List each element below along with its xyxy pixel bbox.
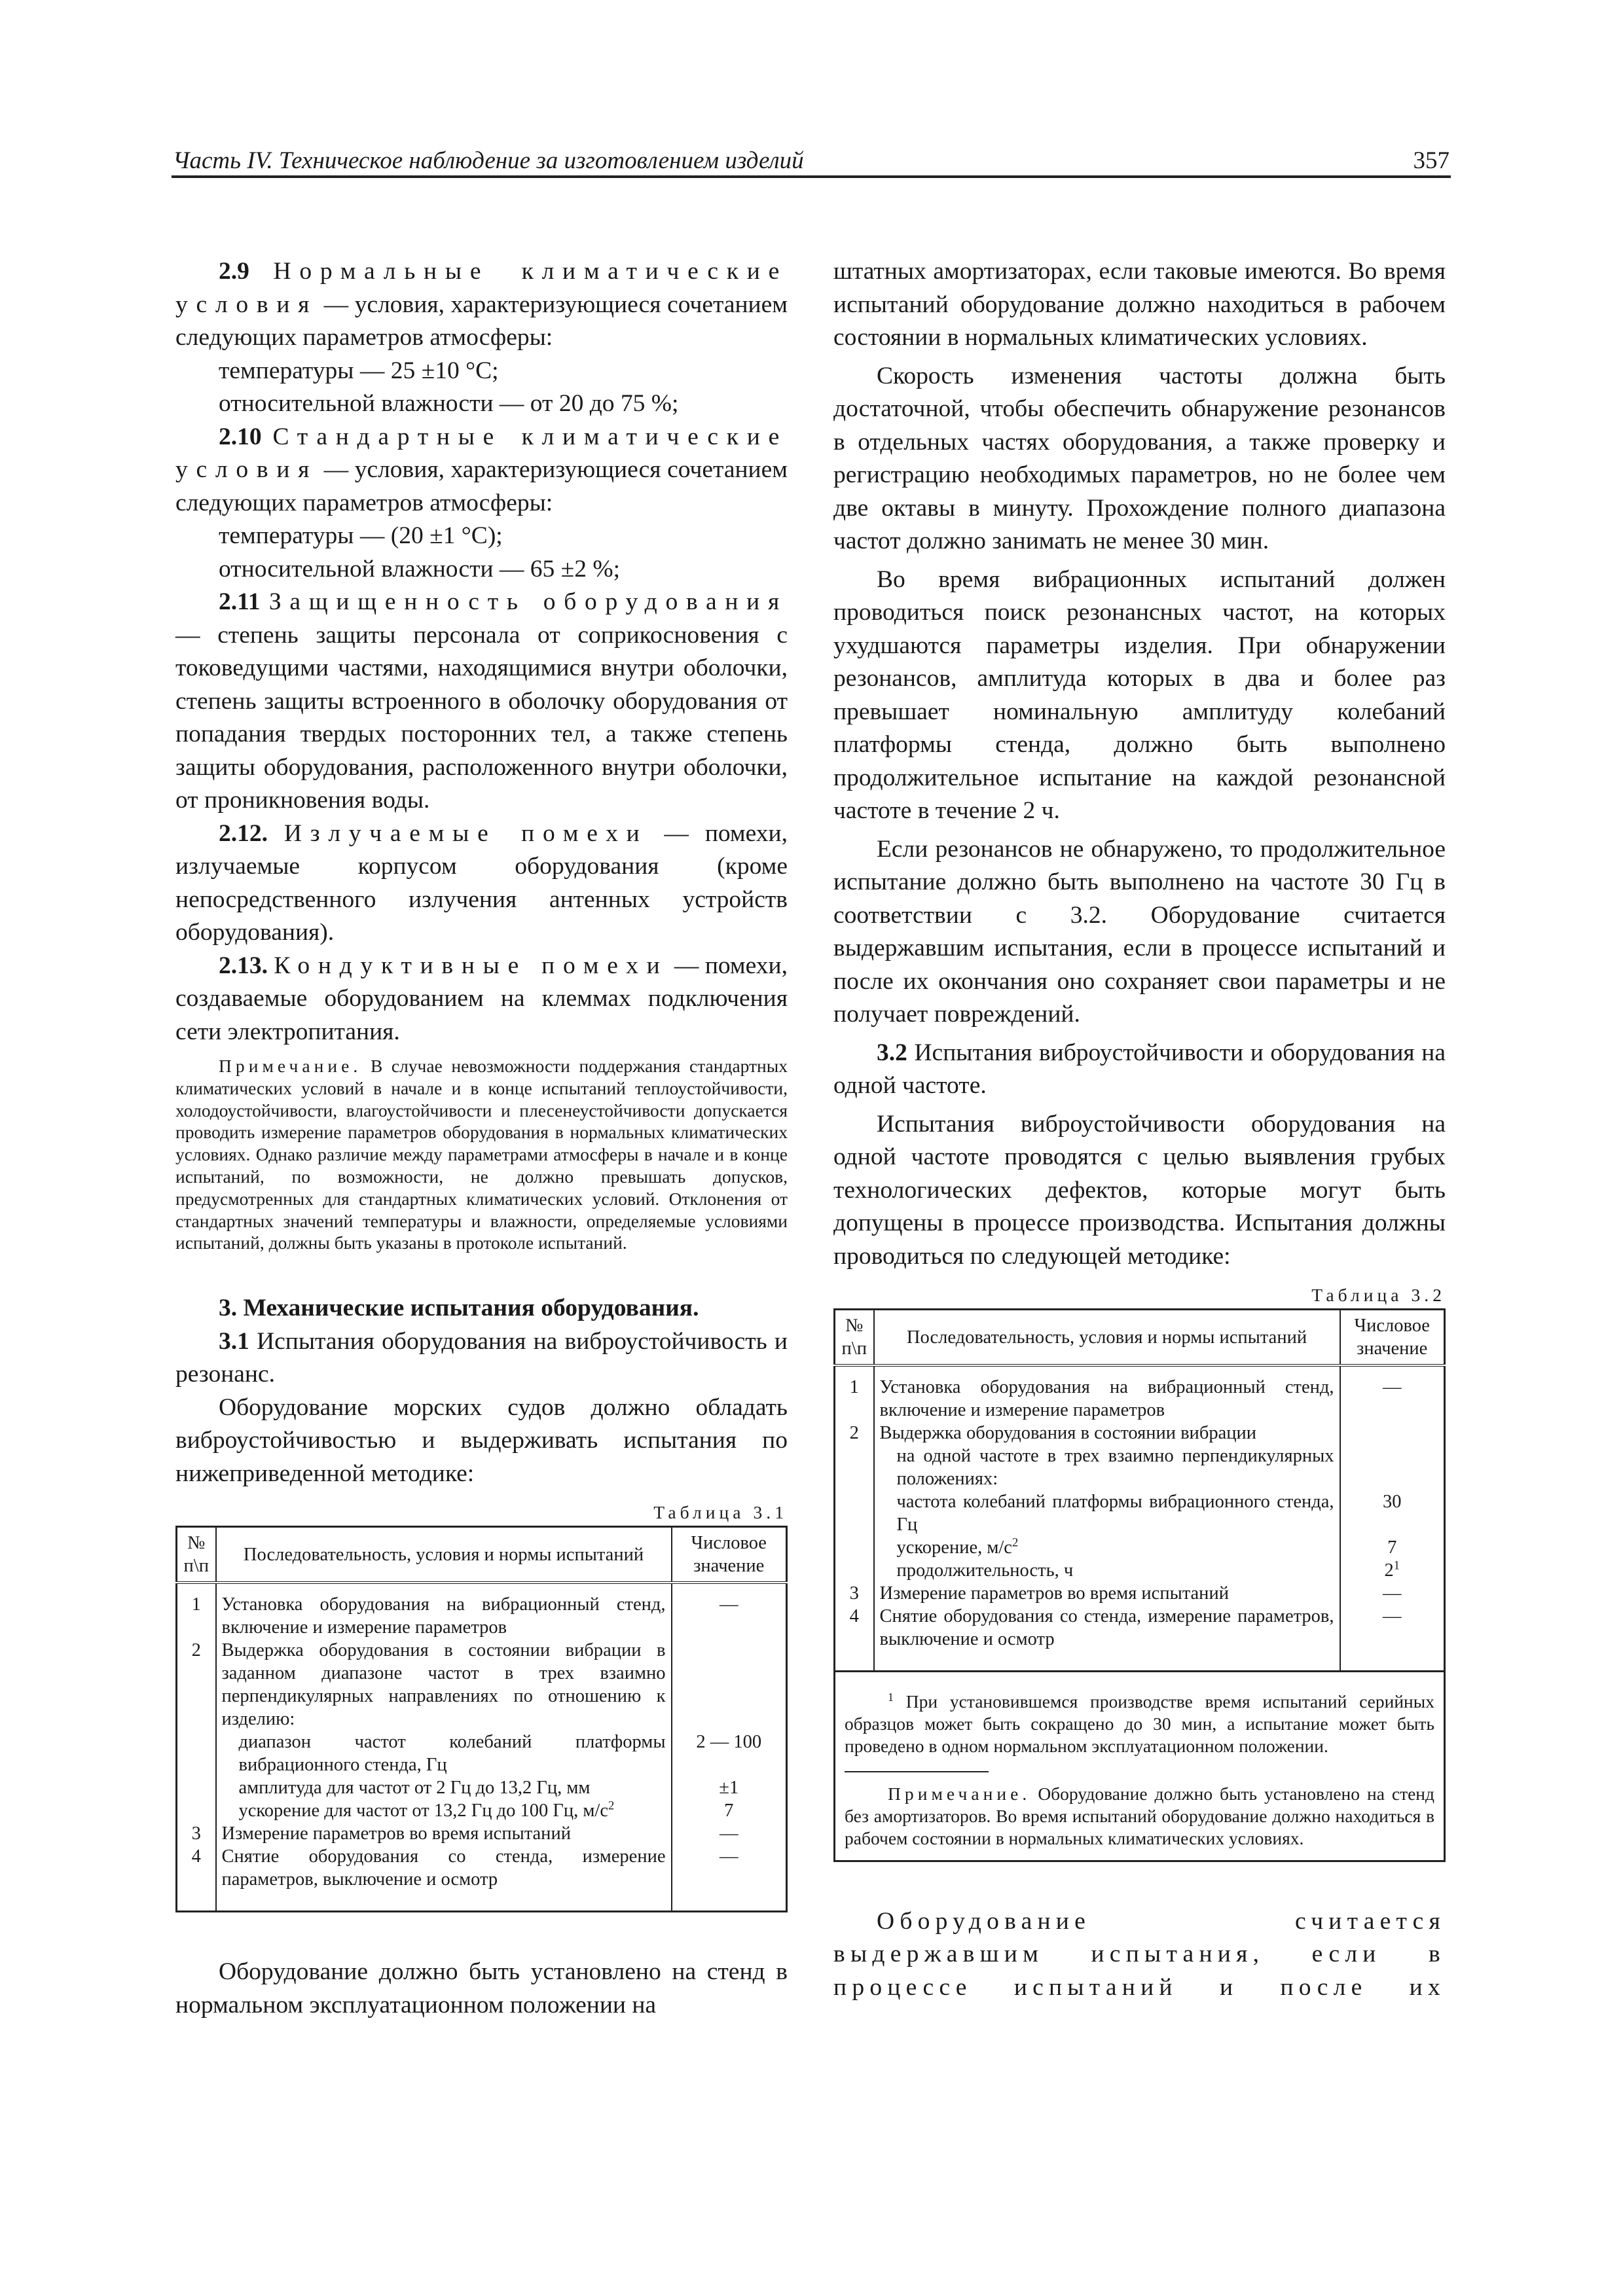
row-number: 2 bbox=[835, 1422, 874, 1444]
table-row bbox=[177, 1639, 787, 1731]
clause-number: 2.11 bbox=[219, 588, 261, 615]
paragraph: Если резонансов не обнаружено, то продолжительное испытание должно быть выполнено на частоте 30 Гц в соответствии с 3.2. Оборудование считается выдержавшим испытания, если в процессе испытаний и после их окончания оно сохраняет свои параметры и не получает повреждений. bbox=[833, 835, 1446, 1028]
paragraph-3-1 bbox=[175, 1325, 788, 1391]
column-header: Последовательность, условия и нормы испытаний bbox=[216, 1527, 672, 1583]
footnote-marker: 1 bbox=[888, 1690, 894, 1704]
footnote-text: При установившемся производстве время испытаний серийных образцов может быть сокращено до 30 мин, а испытание может быть проведено в одном нормальном эксплуатационном положении. bbox=[845, 1691, 1434, 1756]
row-value bbox=[1340, 1559, 1445, 1582]
column-header: Числовое значение bbox=[1340, 1310, 1445, 1366]
paragraph bbox=[833, 1905, 1446, 2005]
row-text bbox=[216, 1799, 672, 1822]
column-header: Последовательность, условия и нормы испытаний bbox=[874, 1310, 1340, 1366]
table-row bbox=[177, 1845, 787, 1912]
row-text: Установка оборудования на вибрационный стенд, включение и измерение параметров bbox=[874, 1365, 1340, 1422]
row-text-main: ускорение, м/с bbox=[896, 1537, 1012, 1558]
row-value bbox=[1340, 1444, 1445, 1490]
row-text: Измерение параметров во время испытаний bbox=[216, 1822, 672, 1845]
table-row bbox=[835, 1536, 1445, 1559]
row-number: 3 bbox=[177, 1822, 216, 1845]
row-text: диапазон частот колебаний платформы вибрационного стенда, Гц bbox=[216, 1731, 672, 1776]
paragraph-text: — степень защиты персонала от соприкосновения с токоведущими частями, находящимися внутри оболочки, степень защиты встроенного в оболочку оборудования от попадания твердых посторонних тел, а также степень защиты оборудования, расположенного внутри оболочки, от проникновения воды. bbox=[175, 621, 788, 814]
divider bbox=[845, 1771, 989, 1772]
row-value: — bbox=[1340, 1582, 1445, 1605]
row-text: на одной частоте в трех взаимно перпендикулярных положениях: bbox=[874, 1444, 1340, 1490]
column-header: № п\п bbox=[835, 1310, 874, 1366]
table-row bbox=[177, 1583, 787, 1639]
row-number: 4 bbox=[177, 1845, 216, 1912]
paragraph: Оборудование должно быть установлено на стенд в нормальном эксплуатационном положении на bbox=[175, 1958, 788, 2018]
row-text: частота колебаний платформы вибрационного стенда, Гц bbox=[874, 1490, 1340, 1536]
row-value: — bbox=[1340, 1365, 1445, 1422]
row-number: 1 bbox=[835, 1365, 874, 1422]
paragraph-2-9 bbox=[175, 255, 788, 355]
paragraph-2-11 bbox=[175, 586, 788, 817]
left-column bbox=[175, 255, 788, 2022]
row-number bbox=[835, 1536, 874, 1559]
paragraph-text: Испытания оборудования на виброустойчивость и резонанс. bbox=[175, 1327, 788, 1388]
row-text: амплитуда для частот от 2 Гц до 13,2 Гц, мм bbox=[216, 1776, 672, 1799]
paragraph-text: — условия, характеризующиеся сочетанием следующих параметров атмосферы: bbox=[175, 291, 788, 351]
clause-number: 3.1 bbox=[219, 1327, 249, 1355]
row-number bbox=[835, 1490, 874, 1536]
table-row bbox=[835, 1605, 1445, 1672]
row-number: 3 bbox=[835, 1582, 874, 1605]
clause-number: 2.12. bbox=[219, 819, 268, 847]
note-label: Примечание. bbox=[219, 1056, 362, 1076]
table-row bbox=[835, 1582, 1445, 1605]
term: Защищенность оборудования bbox=[268, 588, 788, 615]
paragraph: Оборудование морских судов должно обладать виброустойчивостью и выдерживать испытания по нижеприведенной методике: bbox=[175, 1393, 788, 1487]
paragraph-text: Оборудование считается выдержавшим испытания, если в процессе испытаний и после их bbox=[833, 1907, 1446, 2001]
row-value: — bbox=[1340, 1605, 1445, 1672]
term: Стандартные климатические условия bbox=[175, 423, 788, 483]
row-value: 7 bbox=[672, 1799, 787, 1822]
table-row bbox=[177, 1731, 787, 1776]
note bbox=[845, 1783, 1434, 1849]
page-number: 357 bbox=[1413, 147, 1450, 174]
note-text: Оборудование должно быть установлено на стенд без амортизаторов. Во время испытаний оборудование должно находиться в рабочем состоянии в нормальных климатических условиях. bbox=[845, 1784, 1434, 1848]
table-header-row bbox=[835, 1310, 1445, 1366]
paragraph-3-2 bbox=[833, 1037, 1446, 1103]
row-number: 1 bbox=[177, 1583, 216, 1639]
table-row bbox=[835, 1490, 1445, 1536]
row-text: Снятие оборудования со стенда, измерение параметров, выключение и осмотр bbox=[216, 1845, 672, 1912]
table-header-row bbox=[177, 1527, 787, 1583]
row-text bbox=[874, 1536, 1340, 1559]
row-text: продолжительность, ч bbox=[874, 1559, 1340, 1582]
row-text: Измерение параметров во время испытаний bbox=[874, 1582, 1340, 1605]
note-text: В случае невозможности поддержания стандартных климатических условий в начале и в конце испытаний теплоустойчивости, холодоустойчивости, влагоустойчивости и плесенеустойчивости допускается проводить измерение параметров оборудования в нормальных климатических условиях. Однако различие между параметрами атмосферы в начале и в конце испытаний, по возможности, не должно превышать допусков, предусмотренных для стандартных климатических условий. Отклонения от стандартных значений температуры и влажности, определяемые условиями испытаний, должны быть указаны в протоколе испытаний. bbox=[175, 1056, 788, 1253]
row-value: 7 bbox=[1340, 1536, 1445, 1559]
term: Излучаемые помехи bbox=[283, 819, 648, 847]
note-label: Примечание. bbox=[888, 1784, 1031, 1804]
row-number bbox=[177, 1799, 216, 1822]
parameter-line: температуры — (20 ±1 °С); bbox=[219, 522, 503, 549]
row-number: 2 bbox=[177, 1639, 216, 1731]
clause-number: 2.13. bbox=[219, 952, 268, 979]
table-row bbox=[835, 1365, 1445, 1422]
row-value: — bbox=[672, 1583, 787, 1639]
table-row bbox=[835, 1559, 1445, 1582]
paragraph: Скорость изменения частоты должна быть достаточной, чтобы обеспечить обнаружение резонансов в отдельных частях оборудования, а также проверку и регистрацию необходимых параметров, но не более чем две октавы в минуту. Прохождение полного диапазона частот должно занимать не менее 30 мин. bbox=[833, 362, 1446, 554]
parameter-line: относительной влажности — от 20 до 75 %; bbox=[219, 390, 679, 417]
table-row bbox=[177, 1799, 787, 1822]
paragraph-text: — помехи, создаваемые оборудованием на клеммах подключения сети электропитания. bbox=[175, 952, 788, 1045]
table-row bbox=[177, 1822, 787, 1845]
row-value: — bbox=[672, 1822, 787, 1845]
row-value: ±1 bbox=[672, 1776, 787, 1799]
row-value-main: 2 bbox=[1384, 1560, 1394, 1581]
row-value: 2 — 100 bbox=[672, 1731, 787, 1776]
paragraph-2-12 bbox=[175, 817, 788, 950]
row-value bbox=[1340, 1422, 1445, 1444]
row-value: 30 bbox=[1340, 1490, 1445, 1536]
parameter-line: температуры — 25 ±10 °С; bbox=[219, 357, 499, 384]
row-text-main: ускорение для частот от 13,2 Гц до 100 Гц, м/с bbox=[238, 1801, 608, 1821]
superscript: 2 bbox=[608, 1799, 615, 1813]
row-text: Выдержка оборудования в состоянии вибрации в заданном диапазоне частот в трех взаимно перпендикулярных направлениях по отношению к изделию: bbox=[216, 1639, 672, 1731]
row-value bbox=[672, 1639, 787, 1731]
superscript: 2 bbox=[1012, 1535, 1019, 1550]
row-number bbox=[835, 1444, 874, 1490]
term: Кондуктивные помехи bbox=[274, 952, 668, 979]
table-3-1 bbox=[175, 1526, 788, 1912]
clause-number: 2.10 bbox=[219, 423, 262, 450]
note bbox=[175, 1055, 788, 1254]
row-number bbox=[835, 1559, 874, 1582]
paragraph: штатных амортизаторах, если таковые имеются. Во время испытаний оборудование должно находиться в рабочем состоянии в нормальных климатических условиях. bbox=[833, 258, 1446, 351]
paragraph-text: Испытания виброустойчивости и оборудования на одной частоте. bbox=[833, 1039, 1446, 1099]
term: Нормальные климатические условия bbox=[175, 258, 788, 318]
row-number bbox=[177, 1731, 216, 1776]
row-number bbox=[177, 1776, 216, 1799]
paragraph: Во время вибрационных испытаний должен проводиться поиск резонансных частот, на которых ухудшаются параметры изделия. При обнаружении резонансов, амплитуда которых в два и более раз превышает номинальную амплитуду колебаний платформы стенда, должно быть выполнено продолжительное испытание на каждой резонансной частоте в течение 2 ч. bbox=[833, 565, 1446, 824]
parameter-line: относительной влажности — 65 ±2 %; bbox=[219, 555, 621, 583]
running-header bbox=[172, 143, 1451, 178]
clause-number: 2.9 bbox=[219, 258, 249, 285]
paragraph-2-13 bbox=[175, 950, 788, 1049]
row-value: — bbox=[672, 1845, 787, 1912]
table-row bbox=[835, 1444, 1445, 1490]
footnote bbox=[845, 1691, 1434, 1757]
footnote-marker: 1 bbox=[1393, 1558, 1400, 1573]
column-header: Числовое значение bbox=[672, 1527, 787, 1583]
table-footnote-box bbox=[833, 1672, 1446, 1862]
row-number: 4 bbox=[835, 1605, 874, 1672]
table-caption: Таблица 3.2 bbox=[1311, 1285, 1446, 1305]
paragraph-text: — помехи, излучаемые корпусом оборудования (кроме непосредственного излучения антенных устройств оборудования). bbox=[175, 819, 788, 946]
paragraph-2-10 bbox=[175, 421, 788, 520]
table-3-2 bbox=[833, 1308, 1446, 1672]
section-heading: 3. Механические испытания оборудования. bbox=[219, 1295, 699, 1322]
row-text: Снятие оборудования со стенда, измерение параметров, выключение и осмотр bbox=[874, 1605, 1340, 1672]
column-header: № п\п bbox=[177, 1527, 216, 1583]
row-text: Установка оборудования на вибрационный стенд, включение и измерение параметров bbox=[216, 1583, 672, 1639]
table-row bbox=[835, 1422, 1445, 1444]
paragraph-text: — условия, характеризующиеся сочетанием следующих параметров атмосферы: bbox=[175, 456, 788, 516]
clause-number: 3.2 bbox=[877, 1039, 907, 1066]
row-text: Выдержка оборудования в состоянии вибрации bbox=[874, 1422, 1340, 1444]
paragraph: Испытания виброустойчивости оборудования на одной частоте проводятся с целью выявления грубых технологических дефектов, которые могут быть допущены в процессе производства. Испытания должны проводиться по следующей методике: bbox=[833, 1110, 1446, 1270]
running-title: Часть IV. Техническое наблюдение за изготовлением изделий bbox=[173, 147, 804, 174]
table-row bbox=[177, 1776, 787, 1799]
table-caption: Таблица 3.1 bbox=[653, 1502, 788, 1523]
right-column bbox=[833, 255, 1446, 2004]
